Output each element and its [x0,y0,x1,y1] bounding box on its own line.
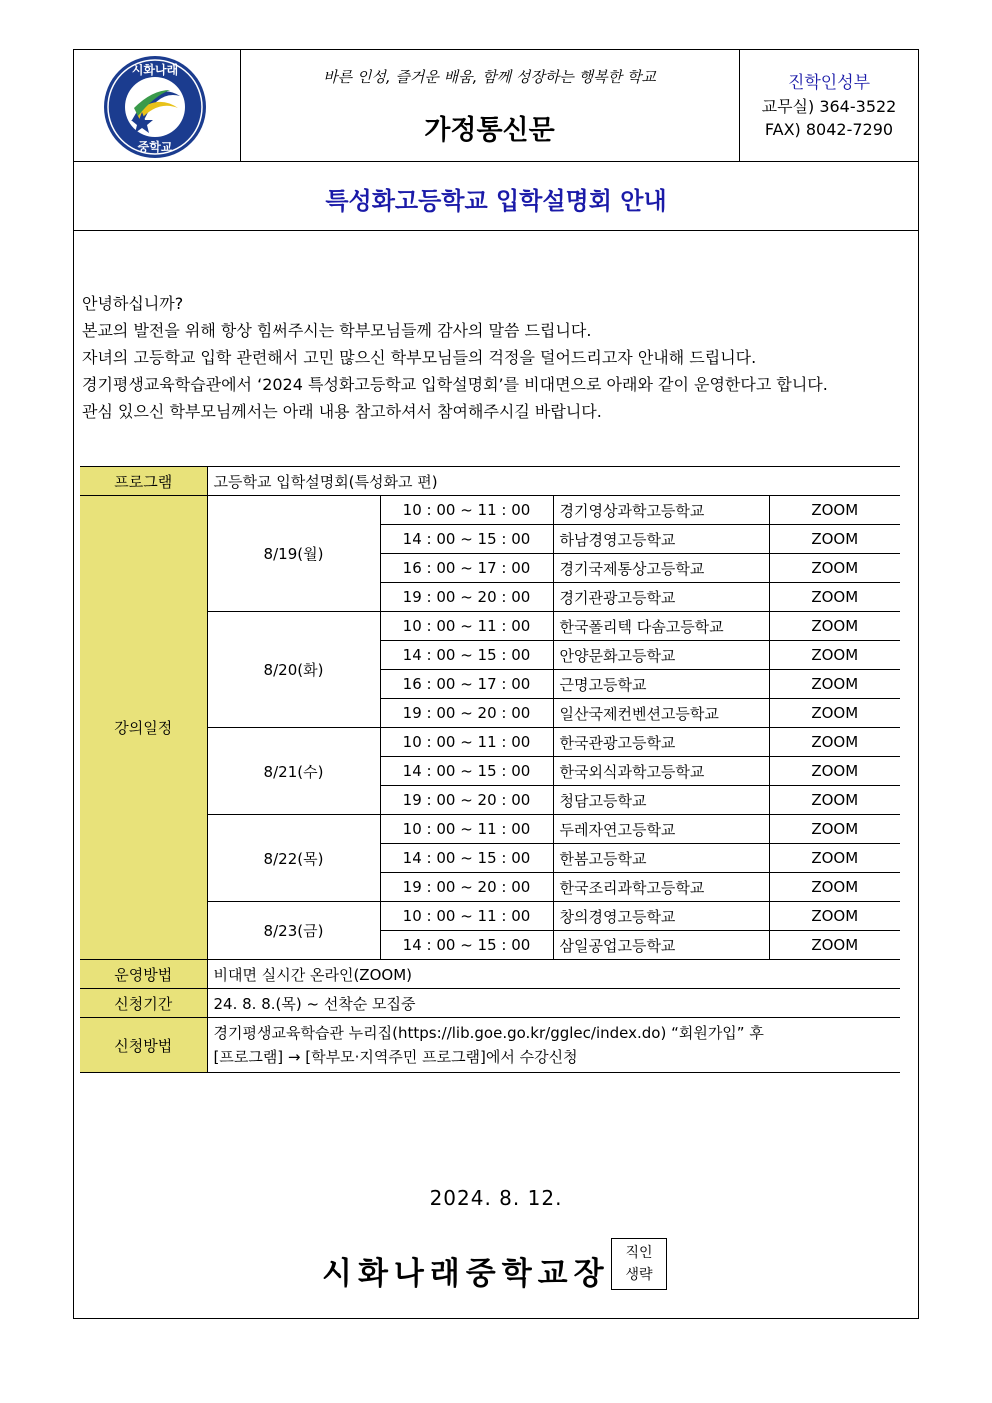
seal-line: 생략 [625,1267,653,1283]
table-row [80,496,900,525]
principal-name: 시화나래중학교장 [322,1256,610,1292]
time-cell: 14 : 00 ~ 15 : 00 [380,525,553,554]
mode-cell: ZOOM [769,612,900,641]
school-cell: 한봄고등학교 [553,844,769,873]
document-frame [73,49,919,1319]
time-cell: 10 : 00 ~ 11 : 00 [380,815,553,844]
school-cell: 일산국제컨벤션고등학교 [553,699,769,728]
header [74,50,918,162]
mode-cell: ZOOM [769,844,900,873]
school-cell: 한국외식과학고등학교 [553,757,769,786]
newsletter-title: 가정통신문 [424,115,555,146]
school-cell: 한국조리과학고등학교 [553,873,769,902]
time-cell: 10 : 00 ~ 11 : 00 [380,902,553,931]
fax-number: FAX) 8042-7290 [764,120,894,139]
mode-cell: ZOOM [769,728,900,757]
time-cell: 19 : 00 ~ 20 : 00 [380,873,553,902]
mode-cell: ZOOM [769,757,900,786]
school-cell: 청담고등학교 [553,786,769,815]
table-row [80,989,900,1018]
day-cell: 8/20(화) [207,612,380,728]
table-row [80,960,900,989]
method-value: 비대면 실시간 온라인(ZOOM) [207,960,900,989]
mode-cell: ZOOM [769,496,900,525]
school-cell: 한국관광고등학교 [553,728,769,757]
school-cell: 안양문화고등학교 [553,641,769,670]
contact-cell [740,50,918,161]
day-cell: 8/19(월) [207,496,380,612]
period-value: 24. 8. 8.(목) ~ 선착순 모집중 [207,989,900,1018]
schedule-table [80,466,900,1073]
mode-cell: ZOOM [769,641,900,670]
apply-label: 신청방법 [80,1018,207,1073]
header-center-cell [240,50,740,161]
department: 진학인성부 [787,73,871,93]
seal-line: 직인 [625,1245,653,1261]
time-cell: 14 : 00 ~ 15 : 00 [380,844,553,873]
school-cell: 한국폴리텍 다솜고등학교 [553,612,769,641]
mode-cell: ZOOM [769,670,900,699]
apply-line: [프로그램] → [학부모·지역주민 프로그램]에서 수강신청 [213,1048,578,1066]
schedule-label: 강의일정 [80,496,207,960]
intro-line: 경기평생교육학습관에서 ‘2024 특성화고등학교 입학설명회’를 비대면으로 아래와 같이 운영한다고 합니다. [82,375,828,394]
apply-value [207,1018,900,1073]
time-cell: 10 : 00 ~ 11 : 00 [380,612,553,641]
logo-cell [74,50,241,161]
school-cell: 삼일공업고등학교 [553,931,769,960]
day-cell: 8/22(목) [207,815,380,902]
time-cell: 14 : 00 ~ 15 : 00 [380,757,553,786]
intro-text [82,290,914,425]
school-cell: 경기영상과학고등학교 [553,496,769,525]
seal-box [611,1238,667,1290]
mode-cell: ZOOM [769,699,900,728]
mode-cell: ZOOM [769,931,900,960]
mode-cell: ZOOM [769,815,900,844]
table-row [80,1018,900,1073]
title-bar [74,161,918,231]
school-cell: 경기관광고등학교 [553,583,769,612]
program-value: 고등학교 입학설명회(특성화고 편) [207,467,900,496]
school-cell: 경기국제통상고등학교 [553,554,769,583]
school-cell: 근명고등학교 [553,670,769,699]
logo-text-top: 시화나래 [131,63,179,77]
intro-line: 안녕하십니까? [82,294,184,313]
method-label: 운영방법 [80,960,207,989]
school-cell: 창의경영고등학교 [553,902,769,931]
intro-line: 자녀의 고등학교 입학 관련해서 고민 많으신 학부모님들의 걱정을 덜어드리고자 안내해 드립니다. [82,348,757,367]
office-phone: 교무실) 364-3522 [761,97,897,116]
mode-cell: ZOOM [769,583,900,612]
apply-line: 경기평생교육학습관 누리집(https://lib.goe.go.kr/gglec/index.do) “회원가입” 후 [213,1024,764,1042]
time-cell: 10 : 00 ~ 11 : 00 [380,496,553,525]
issue-date: 2024. 8. 12. [429,1186,563,1210]
day-cell: 8/21(수) [207,728,380,815]
school-cell: 두레자연고등학교 [553,815,769,844]
mode-cell: ZOOM [769,786,900,815]
time-cell: 16 : 00 ~ 17 : 00 [380,670,553,699]
school-cell: 하남경영고등학교 [553,525,769,554]
school-logo [74,50,240,161]
time-cell: 14 : 00 ~ 15 : 00 [380,641,553,670]
time-cell: 19 : 00 ~ 20 : 00 [380,699,553,728]
mode-cell: ZOOM [769,902,900,931]
table-row [80,467,900,496]
document-title: 특성화고등학교 입학설명회 안내 [325,187,667,215]
logo-text-bottom: 중학교 [137,140,173,154]
day-cell: 8/23(금) [207,902,380,960]
mode-cell: ZOOM [769,525,900,554]
mode-cell: ZOOM [769,873,900,902]
time-cell: 16 : 00 ~ 17 : 00 [380,554,553,583]
intro-line: 관심 있으신 학부모님께서는 아래 내용 참고하셔서 참여해주시길 바랍니다. [82,402,602,421]
intro-line: 본교의 발전을 위해 항상 힘써주시는 학부모님들께 감사의 말씀 드립니다. [82,321,592,340]
time-cell: 10 : 00 ~ 11 : 00 [380,728,553,757]
mode-cell: ZOOM [769,554,900,583]
time-cell: 19 : 00 ~ 20 : 00 [380,786,553,815]
schedule-rows [80,496,900,960]
school-motto: 바른 인성, 즐거운 배움, 함께 성장하는 행복한 학교 [323,68,656,86]
time-cell: 19 : 00 ~ 20 : 00 [380,583,553,612]
time-cell: 14 : 00 ~ 15 : 00 [380,931,553,960]
program-label: 프로그램 [80,467,207,496]
period-label: 신청기간 [80,989,207,1018]
